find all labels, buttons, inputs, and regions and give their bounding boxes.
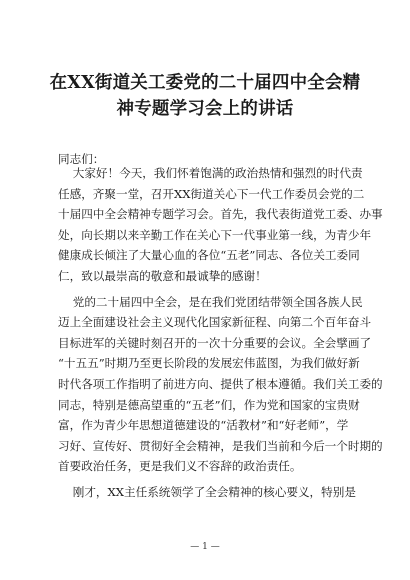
body-line: 健康成长倾注了大量心血的各位“五老”同志、各位关工委同 [58,248,360,263]
body-line: 十届四中全会精神专题学习会。首先，我代表街道党工委、办事 [58,207,383,222]
body-line: 仁，致以最崇高的敬意和最诚挚的感谢！ [58,268,267,283]
body-line: 处，向长期以来辛勤工作在关心下一代事业第一线，为青少年 [58,227,372,242]
body-line: 刚才，XX主任系统领学了全会精神的核心要义，特别是 [58,484,356,499]
salutation: 同志们： [58,152,105,166]
body-line: 时代各项工作指明了前进方向、提供了根本遵循。我们关工委的 [58,376,383,391]
body-line: 党的二十届四中全会，是在我们党团结带领全国各族人民 [58,294,363,309]
body-line: “十五五”时期乃至更长阶段的发展宏伟蓝图，为我们做好新 [58,356,360,371]
page-number: — 1 — [190,542,220,552]
body-line: 任感，齐聚一堂，召开XX街道关心下一代工作委员会党的二 [58,186,365,201]
body-line: 富，作为青少年思想道德建设的“活教材”和“好老师”，学 [58,418,349,433]
speech-body [58,163,383,503]
body-line: 首要政治任务，更是我们义不容辞的政治责任。 [58,459,302,474]
title-line-2: 神专题学习会上的讲话 [116,99,294,119]
body-line: 大家好！今天，我们怀着饱满的政治热情和强烈的时代责 [58,166,363,180]
title-line-1: 在XX街道关工委党的二十届四中全会精 [49,73,361,93]
body-line: 迈上全面建设社会主义现代化国家新征程、向第二个百年奋斗 [58,315,372,330]
body-line: 目标进军的关键时刻召开的一次十分重要的会议。全会擘画了 [58,335,372,350]
document-title [40,70,370,122]
body-line: 习好、宣传好、贯彻好全会精神，是我们当前和今后一个时期的 [58,438,383,453]
body-line: 同志，特别是德高望重的“五老”们，作为党和国家的宝贵财 [58,397,360,412]
